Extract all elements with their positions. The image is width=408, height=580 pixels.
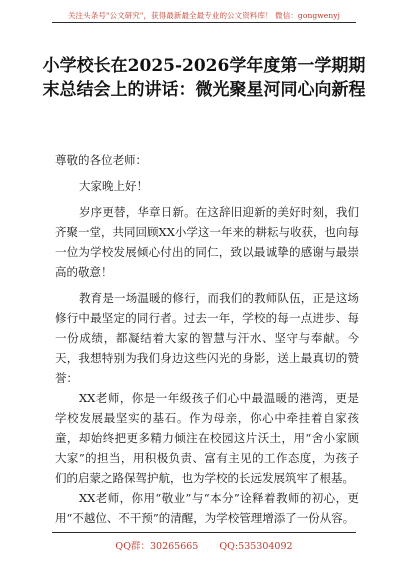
footer-divider <box>52 532 356 533</box>
greeting: 大家晚上好！ <box>79 179 148 193</box>
header-divider <box>52 22 356 23</box>
paragraph-1: 岁序更替，华章日新。在这辞旧迎新的美好时刻，我们齐聚一堂，共同回顾XX小学这一年来的耕耘与收获，也向每一位为学校发展倾心付出的同仁，致以最诚挚的感谢与最崇高的敬意！ <box>55 205 359 279</box>
paragraph-4: XX老师，你用“敬业”与“本分”诠释着教师的初心，更用“不越位、不干预”的清醒，为学校管理增添了一份从容。 <box>55 491 359 525</box>
salutation: 尊敬的各位老师： <box>55 153 147 167</box>
footer-qq: QQ:535304092 <box>219 541 293 552</box>
paragraph-3: XX老师，你是一年级孩子们心中最温暖的港湾，更是学校发展最坚实的基石。作为母亲，你心中牵挂着自家孩童，却始终把更多精力倾注在校园这片沃土，用“舍小家顾大家”的担当，用积极负责、富有主见的工作态度，为孩子们的启蒙之路保驾护航，也为学校的长远发展筑牢了根基。 <box>55 391 359 485</box>
document-body <box>55 150 359 528</box>
document-title: 小学校长在2025-2026学年度第一学期期末总结会上的讲话：微光聚星河同心向新程 <box>42 56 366 100</box>
footer <box>0 538 408 552</box>
footer-qq-group: QQ群：30265665 <box>115 541 199 552</box>
header-banner: 关注头条号"公文研究"，获得最新最全最专业的公文资料库！ 微信：gongwenyj <box>67 11 341 20</box>
paragraph-2: 教育是一场温暖的修行，而我们的教师队伍，正是这场修行中最坚定的同行者。过去一年，学校的每一点进步、每一份成绩，都凝结着大家的智慧与汗水、坚守与奉献。今天，我想特别为我们身边这些闪光的身影，送上最真切的赞誉： <box>55 291 359 385</box>
